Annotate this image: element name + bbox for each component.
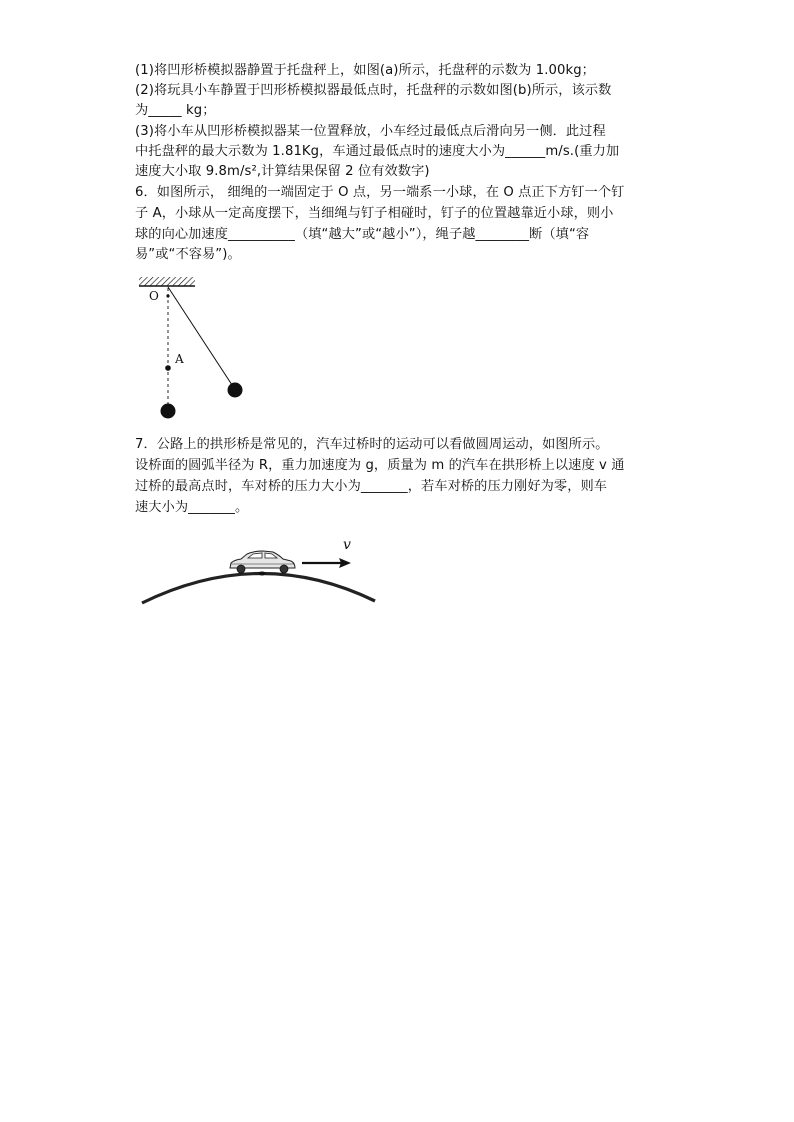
car-icon bbox=[230, 551, 295, 576]
nail-a bbox=[165, 365, 171, 371]
q5-line-1: (1)将凹形桥模拟器静置于托盘秤上，如图(a)所示，托盘秤的示数为 1.00kg； bbox=[135, 63, 595, 78]
q6-line-1: 6．如图所示， 细绳的一端固定于 O 点，另一端系一小球，在 O 点正下方钉一个钉 bbox=[135, 185, 625, 200]
label-o: O bbox=[149, 289, 159, 303]
label-v: v bbox=[343, 537, 351, 553]
label-a: A bbox=[175, 352, 184, 366]
pendulum-figure bbox=[135, 272, 255, 424]
q7-line-4: 速大小为_______。 bbox=[135, 500, 249, 515]
q5-line-3: 为_____ kg； bbox=[135, 103, 216, 118]
string bbox=[168, 287, 234, 388]
q6-line-2: 子 A，小球从一定高度摆下，当细绳与钉子相碰时，钉子的位置越靠近小球，则小 bbox=[135, 206, 614, 221]
ball-lowest bbox=[161, 404, 176, 419]
q5-line-6: 速度大小取 9.8m/s²,计算结果保留 2 位有效数字) bbox=[135, 164, 430, 179]
velocity-arrow bbox=[302, 558, 351, 568]
q7-line-1: 7．公路上的拱形桥是常见的，汽车过桥时的运动可以看做圆周运动，如图所示。 bbox=[135, 437, 609, 452]
q6-line-4: 易”或“不容易”)。 bbox=[135, 247, 241, 262]
q5-line-2: (2)将玩具小车静置于凹形桥模拟器最低点时，托盘秤的示数如图(b)所示，该示数 bbox=[135, 83, 612, 98]
ceiling-hatch bbox=[139, 277, 195, 286]
q7-line-3: 过桥的最高点时，车对桥的压力大小为_______，若车对桥的压力刚好为零，则车 bbox=[135, 479, 608, 494]
bridge-arc bbox=[142, 573, 375, 603]
ball-swinging bbox=[228, 383, 243, 398]
q5-line-5: 中托盘秤的最大示数为 1.81Kg，车通过最低点时的速度大小为______m/s.(重力加 bbox=[135, 144, 620, 159]
q5-line-4: (3)将小车从凹形桥模拟器某一位置释放，小车经过最低点后滑向另一侧．此过程 bbox=[135, 124, 606, 139]
arch-bridge-figure bbox=[135, 530, 385, 610]
q7-line-2: 设桥面的圆弧半径为 R，重力加速度为 g，质量为 m 的汽车在拱形桥上以速度 v 通 bbox=[135, 458, 625, 473]
q6-line-3: 球的向心加速度__________（填“越大”或“越小”），绳子越________断（填“容 bbox=[135, 227, 590, 242]
